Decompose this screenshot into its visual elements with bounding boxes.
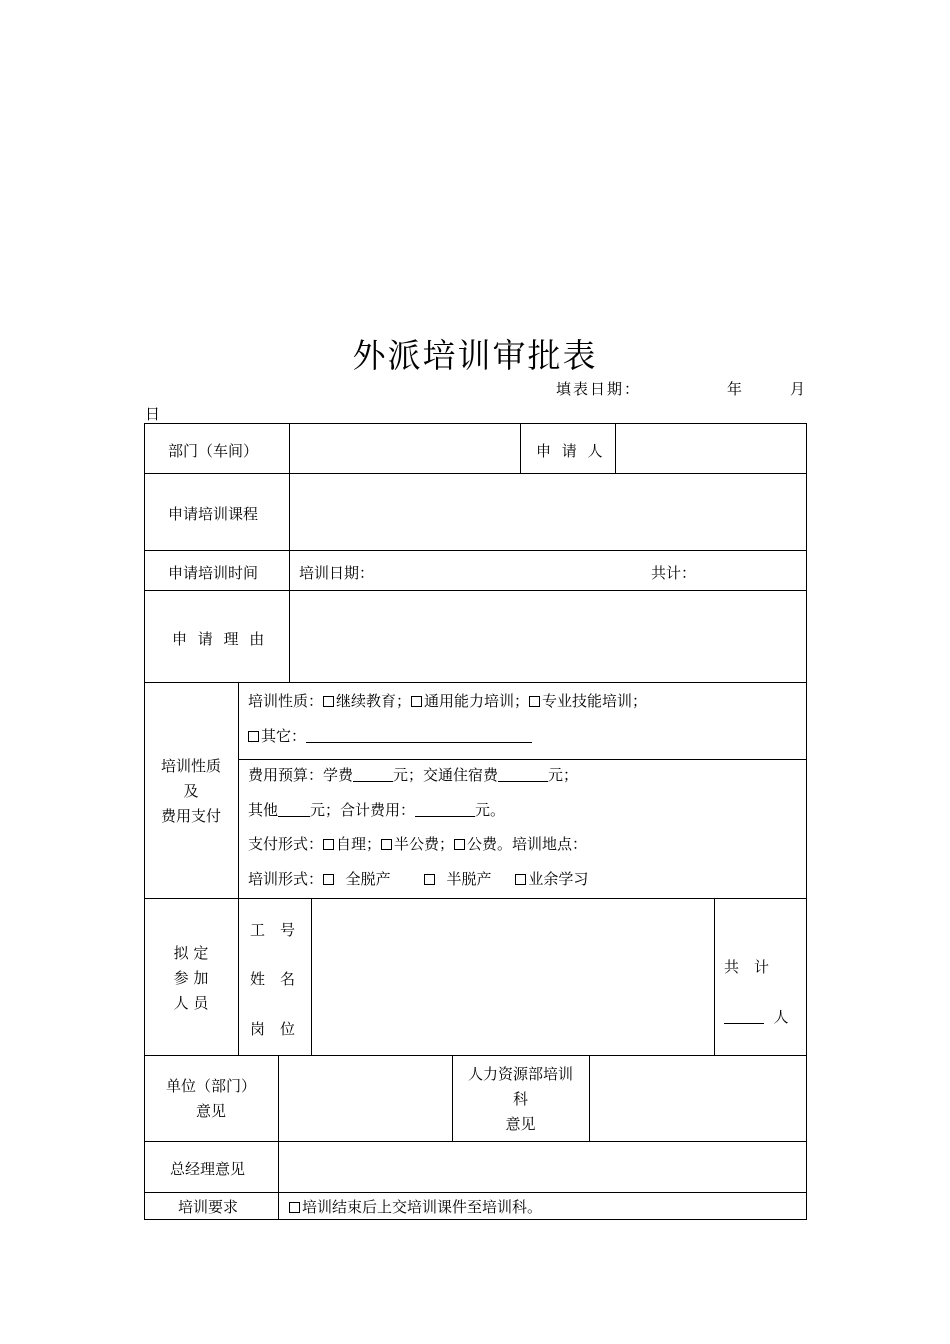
other-cost-line [248, 799, 505, 820]
department-label: 部门（车间） [168, 442, 259, 460]
nature-other-line [248, 725, 532, 746]
checkbox-general-ability[interactable] [411, 696, 422, 707]
checkbox-requirement[interactable] [289, 1202, 300, 1213]
nature-cost-label-line2: 及 [183, 782, 199, 800]
hr-opinion-field[interactable] [590, 1056, 806, 1141]
checkbox-spare-time[interactable] [515, 874, 526, 885]
staff-label [144, 941, 238, 1016]
course-value[interactable] [290, 474, 806, 550]
form-title: 外派培训审批表 [352, 336, 598, 375]
gm-opinion-field[interactable] [279, 1142, 806, 1192]
checkbox-public[interactable] [454, 839, 465, 850]
unit-opinion-label [144, 1074, 278, 1124]
staff-label-line1: 拟 定 [173, 944, 209, 962]
fill-date-day: 日 [145, 405, 161, 423]
row-divider [144, 550, 807, 551]
other-cost-field[interactable] [278, 802, 310, 817]
gm-opinion-label: 总经理意见 [170, 1160, 246, 1178]
staff-list-field[interactable] [312, 899, 714, 1055]
reason-label: 申 请 理 由 [172, 630, 268, 648]
form-prefix: 培训形式： [248, 870, 324, 888]
pay-line [248, 833, 587, 854]
checkbox-self-pay[interactable] [323, 839, 334, 850]
checkbox-part-time[interactable] [424, 874, 435, 885]
other-end: 元。 [475, 801, 506, 819]
nature-cost-label [144, 754, 238, 829]
staff-label-line3: 人 员 [173, 994, 209, 1012]
travel-field[interactable] [498, 767, 548, 782]
reason-value[interactable] [290, 591, 806, 682]
other-mid: 元；合计费用： [310, 801, 416, 819]
pay-option-public: 公费。培训地点： [467, 835, 588, 853]
tuition-field[interactable] [353, 767, 393, 782]
requirement-line [289, 1196, 542, 1217]
row-divider [144, 682, 807, 683]
nature-other-field[interactable] [306, 728, 532, 743]
form-option-full: 全脱产 [345, 870, 391, 888]
hr-opinion-line2: 科 [512, 1090, 528, 1108]
pay-option-self: 自理； [336, 835, 382, 853]
pay-prefix: 支付形式： [248, 835, 324, 853]
col-divider [714, 898, 715, 1055]
fill-date-month: 月 [790, 380, 806, 398]
unit-opinion-line1: 单位（部门） [165, 1077, 256, 1095]
total-label: 共计： [651, 564, 697, 582]
form-line [248, 868, 588, 889]
budget-line [248, 764, 578, 785]
employee-post-label: 岗 位 [250, 1020, 296, 1038]
nature-line [248, 690, 647, 711]
course-label: 申请培训课程 [168, 505, 259, 523]
requirement-label: 培训要求 [178, 1198, 239, 1216]
other-prefix: 其他 [248, 801, 279, 819]
col-divider [520, 423, 521, 473]
nature-option-general: 通用能力培训； [424, 692, 530, 710]
time-label: 申请培训时间 [168, 564, 259, 582]
checkbox-other[interactable] [248, 731, 259, 742]
staff-total-label: 共 计 [724, 958, 770, 976]
total-cost-field[interactable] [415, 802, 475, 817]
nature-cost-label-line3: 费用支付 [160, 807, 221, 825]
budget-prefix: 费用预算：学费 [248, 766, 354, 784]
training-date-label: 培训日期： [299, 564, 375, 582]
row-divider [144, 1192, 807, 1193]
applicant-value[interactable] [616, 424, 806, 473]
pay-option-half: 半公费； [394, 835, 455, 853]
nature-prefix: 培训性质： [248, 692, 324, 710]
unit-opinion-field[interactable] [279, 1056, 452, 1141]
hr-opinion-line1: 人力资源部培训 [467, 1065, 573, 1083]
form-option-spare: 业余学习 [528, 870, 589, 888]
requirement-text: 培训结束后上交培训课件至培训科。 [302, 1198, 543, 1216]
hr-opinion-label [452, 1062, 589, 1137]
checkbox-full-time[interactable] [323, 874, 334, 885]
nature-option-continuing: 继续教育； [336, 692, 412, 710]
department-value[interactable] [290, 424, 520, 473]
employee-name-label: 姓 名 [250, 970, 296, 988]
applicant-label: 申 请 人 [536, 442, 606, 460]
row-divider [238, 759, 807, 760]
staff-count-field[interactable] [724, 1009, 764, 1024]
checkbox-half-public[interactable] [381, 839, 392, 850]
staff-unit: 人 [773, 1008, 789, 1026]
checkbox-professional-skill[interactable] [529, 696, 540, 707]
nature-cost-label-line1: 培训性质 [160, 757, 221, 775]
fill-date-year: 年 [727, 380, 743, 398]
budget-yuan-2: 元； [548, 766, 579, 784]
nature-option-professional: 专业技能培训； [542, 692, 648, 710]
nature-other-label: 其它： [261, 727, 307, 745]
col-divider [238, 682, 239, 1055]
fill-date-label: 填表日期： [556, 380, 642, 398]
staff-label-line2: 参 加 [173, 969, 209, 987]
budget-yuan-1: 元；交通住宿费 [393, 766, 499, 784]
hr-opinion-line3: 意见 [505, 1115, 536, 1133]
form-option-half: 半脱产 [446, 870, 492, 888]
employee-number-label: 工 号 [250, 921, 296, 939]
staff-count-line [724, 1006, 789, 1027]
checkbox-continuing-education[interactable] [323, 696, 334, 707]
unit-opinion-line2: 意见 [195, 1102, 226, 1120]
